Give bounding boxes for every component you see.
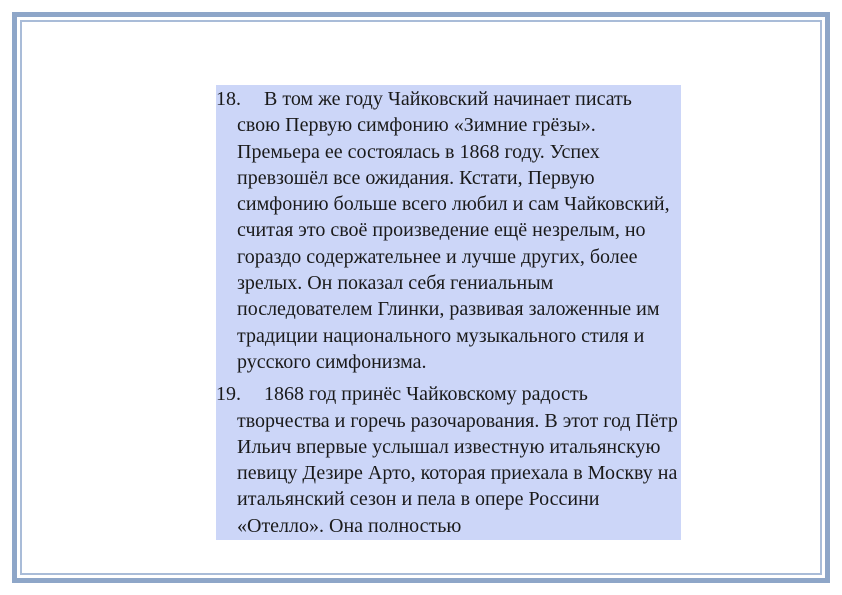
- list-item-number: 18.: [216, 88, 241, 110]
- list-item-19: [216, 381, 681, 539]
- list-item-text: В том же году Чайковский начинает писать свою Первую симфонию «Зимние грёзы». Премьера ее состоялась в 1868 году. Успех превзошёл все ожидания. Кстати, Первую симфонию больше всего любил и сам Чайковский, считая это своё произведение ещё незрелым, но гораздо содержательнее и лучше других, более зрелых. Он показал себя гениальным последователем Глинки, развивая заложенные им традиции национального музыкального стиля и русского симфонизма.: [237, 88, 670, 373]
- biography-text-box: [216, 85, 681, 540]
- list-item-number: 19.: [216, 383, 241, 406]
- list-item-18: [216, 86, 681, 375]
- list-item-text: 1868 год принёс Чайковскому радость творчества и горечь разочарования. В этот год Пётр Ильич впервые услышал известную итальянскую певицу Дезире Арто, которая приехала в Москву на итальянский сезон и пела в опере Россини «Отелло». Она полностью: [237, 383, 678, 537]
